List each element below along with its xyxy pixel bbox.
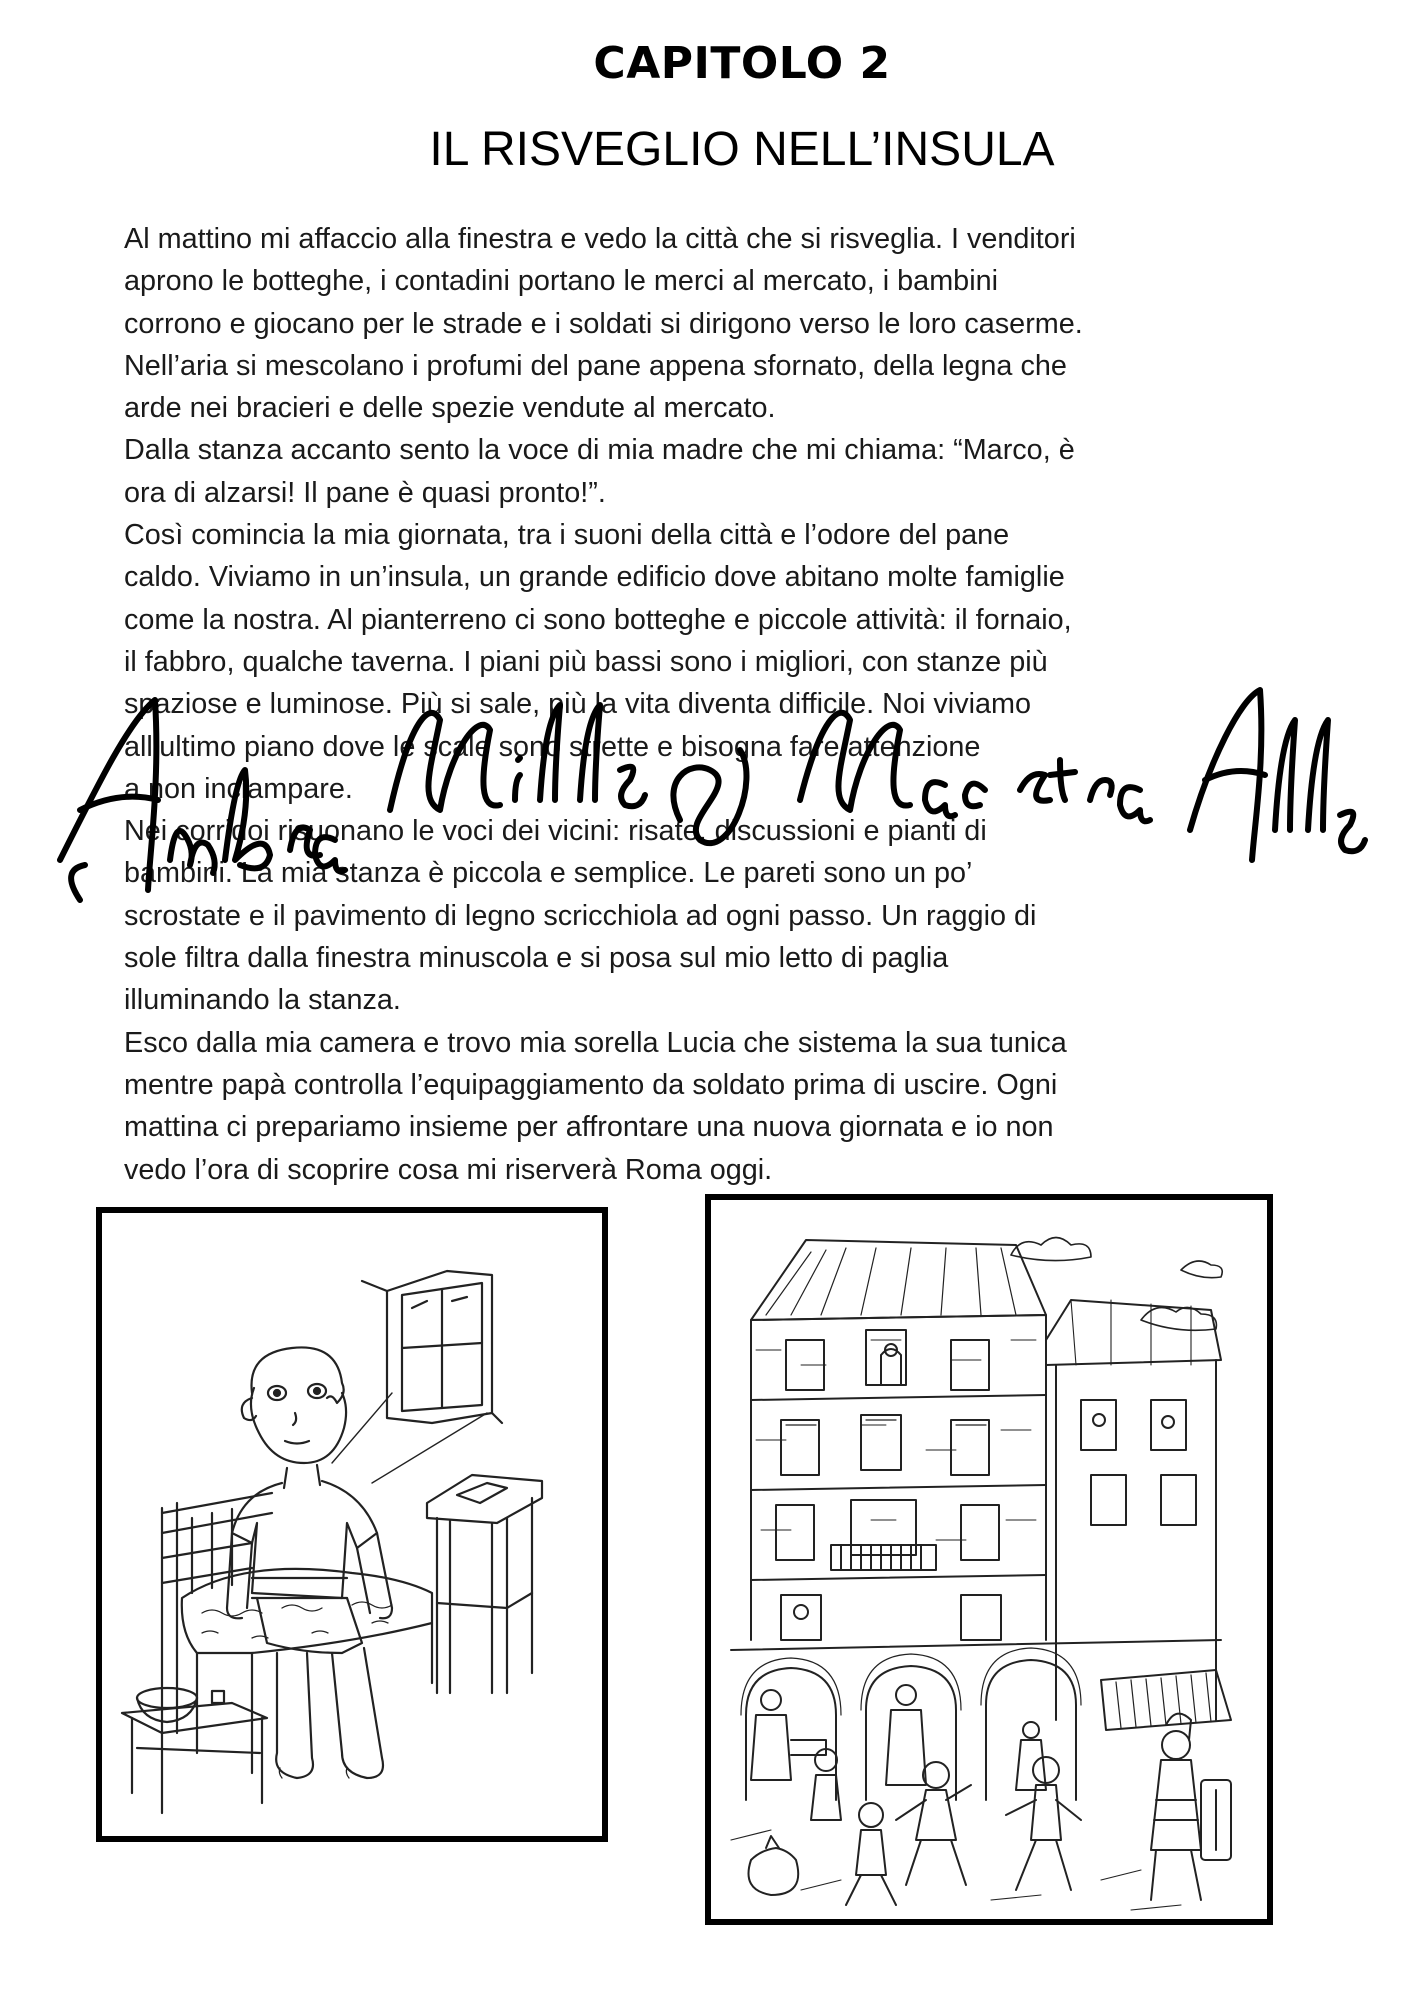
- insula-street-drawing: [711, 1200, 1267, 1919]
- story-line: Così comincia la mia giornata, tra i suoni della città e l’odore del pane: [124, 519, 1010, 552]
- sack-icon: [749, 1836, 799, 1895]
- illustration-boy-bedroom: [96, 1207, 608, 1842]
- story-line: spaziose e luminose. Più si sale, più la vita diventa difficile. Noi viviamo: [124, 688, 1032, 721]
- story-line: aprono le botteghe, i contadini portano le merci al mercato, i bambini: [124, 265, 999, 298]
- stool-bowl-icon: [122, 1688, 267, 1813]
- story-line: mattina ci prepariamo insieme per affrontare una nuova giornata e io non: [124, 1111, 1054, 1144]
- illustration-insula-street: [705, 1194, 1273, 1925]
- balcony-icon: [831, 1500, 936, 1570]
- story-line: scrostate e il pavimento di legno scricchiola ad ogni passo. Un raggio di: [124, 899, 1037, 932]
- story-line: mentre papà controlla l’equipaggiamento da soldato prima di uscire. Ogni: [124, 1068, 1058, 1101]
- soldier-figure: [1151, 1714, 1231, 1900]
- chapter-title: IL RISVEGLIO NELL’INSULA: [429, 123, 1055, 176]
- story-line: illuminando la stanza.: [124, 984, 401, 1017]
- story-line: Nell’aria si mescolano i profumi del pane appena sfornato, della legna che: [124, 349, 1067, 382]
- story-line: il fabbro, qualche taverna. I piani più bassi sono i migliori, con stanze più: [124, 645, 1048, 678]
- bed-icon: [162, 1493, 432, 1773]
- story-line: Nei corridoi risuonano le voci dei vicini: risate, discussioni e pianti di: [124, 815, 987, 848]
- story-line: a non inciampare.: [124, 772, 353, 805]
- story-line: bambini. La mia stanza è piccola e semplice. Le pareti sono un po’: [124, 857, 973, 890]
- story-line: caldo. Viviamo in un’insula, un grande edificio dove abitano molte famiglie: [124, 561, 1065, 594]
- story-line: Esco dalla mia camera e trovo mia sorella Lucia che sistema la sua tunica: [124, 1026, 1067, 1059]
- story-text: [124, 218, 1304, 1191]
- children-figures: [811, 1749, 1081, 1905]
- story-line: come la nostra. Al pianterreno ci sono botteghe e piccole attività: il fornaio,: [124, 603, 1072, 636]
- boy-bedroom-drawing: [102, 1213, 602, 1836]
- vendor-figures: [751, 1685, 1046, 1790]
- story-line: corrono e giocano per le strade e i soldati si dirigono verso le loro caserme.: [124, 307, 1083, 340]
- story-line: all’ultimo piano dove le scale sono strette e bisogna fare attenzione: [124, 730, 981, 763]
- chapter-label: CAPITOLO 2: [593, 38, 891, 89]
- arcade-icon: [731, 1640, 1221, 1800]
- story-line: Al mattino mi affaccio alla finestra e vedo la città che si risveglia. I venditori: [124, 223, 1076, 255]
- story-line: arde nei bracieri e delle spezie vendute al mercato.: [124, 392, 776, 425]
- window-icon: [362, 1271, 502, 1423]
- story-line: ora di alzarsi! Il pane è quasi pronto!”.: [124, 476, 606, 509]
- story-line: Dalla stanza accanto sento la voce di mia madre che mi chiama: “Marco, è: [124, 434, 1075, 467]
- nightstand-icon: [427, 1475, 542, 1693]
- story-line: sole filtra dalla finestra minuscola e si posa sul mio letto di paglia: [124, 942, 949, 975]
- windows-middle: [781, 1415, 989, 1475]
- story-line: vedo l’ora di scoprire cosa mi riserverà Roma oggi.: [124, 1153, 773, 1186]
